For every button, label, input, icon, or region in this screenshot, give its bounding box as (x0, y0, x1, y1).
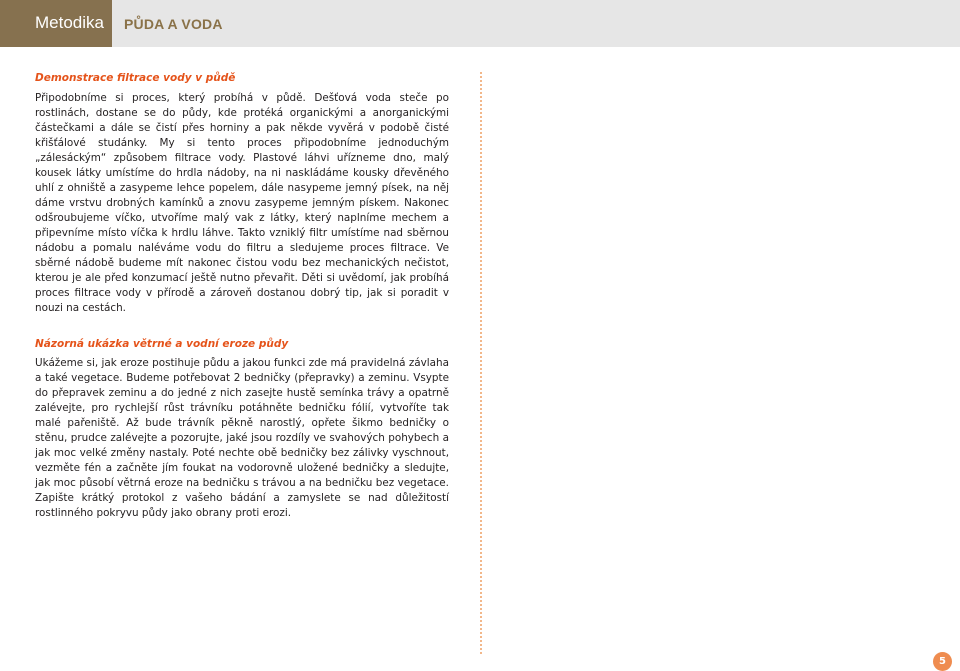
header-tab (0, 0, 112, 47)
column-divider (480, 72, 482, 654)
section-heading-filtration: Demonstrace filtrace vody v půdě (35, 72, 236, 84)
section-paragraph-filtration: Připodobníme si proces, který probíhá v půdě. Dešťová voda steče po rostlinách, dostane se do půdy, kde protéká organickými a anorganickými částečkami a dále se čistí přes horniny a pak někde vyvěrá v podobě čisté křišťálové studánky. My si tento proces připodobníme jednoduchým „zálesáckým“ způsobem filtrace vody. Plastové láhvi uřízneme dno, malý kousek látky umístíme do hrdla nádoby, na ni naskládáme kousky dřevěného uhlí z ohniště a zasypeme lehce popelem, dále nasypeme jemný písek, na něj dáme vrstvu drobných kamínků a znovu zasypeme jemným pískem. Nakonec odšroubujeme víčko, utvoříme malý vak z látky, který naplníme mechem a připevníme místo víčka k hrdlu láhve. Takto vzniklý filtr umístíme nad sběrnou nádobu a pomalu naléváme vodu do filtru a sledujeme proces filtrace. Ve sběrné nádobě budeme mít nakonec čistou vodu bez mechanických nečistot, kterou je ale před konzumací ještě nutno převařit. Děti si uvědomí, jak probíhá proces filtrace vody v přírodě a zároveň dostanou dobrý tip, jak si poradit v nouzi na cestách. (35, 92, 449, 314)
header-bar (0, 0, 960, 47)
page-number-badge: 5 (933, 652, 952, 671)
section-heading-erosion: Názorná ukázka větrné a vodní eroze půdy (35, 338, 289, 350)
header-tab-label: Metodika (35, 13, 104, 32)
page-title: PŮDA A VODA (124, 16, 223, 32)
main-content (35, 71, 449, 521)
section-paragraph-erosion: Ukážeme si, jak eroze postihuje půdu a jakou funkci zde má pravidelná závlaha a také vegetace. Budeme potřebovat 2 bedničky (přepravky) a zeminu. Vsypte do přepravek zeminu a do jedné z nich zasejte hustě semínka trávy a opatrně zalévejte, pro rychlejší růst trávníku potáhněte bedničku fólií, vytvoříte tak malé pařeniště. Až bude trávník pěkně narostlý, opřete šikmo bedničky o stěnu, prudce zalévejte a pozorujte, jaké jsou rozdíly ve svahových pohybech a jak moc velké změny nastaly. Poté nechte obě bedničky bez zálivky vyschnout, vezměte fén a začněte jím foukat na vodorovně uložené bedničky a sledujte, jak moc působí větrná eroze na bedničku s trávou a na bedničku bez vegetace. Zapište krátký protokol z vašeho bádání a zamyslete se nad důležitostí rostlinného pokryvu půdy jako obrany proti erozi. (35, 357, 449, 519)
